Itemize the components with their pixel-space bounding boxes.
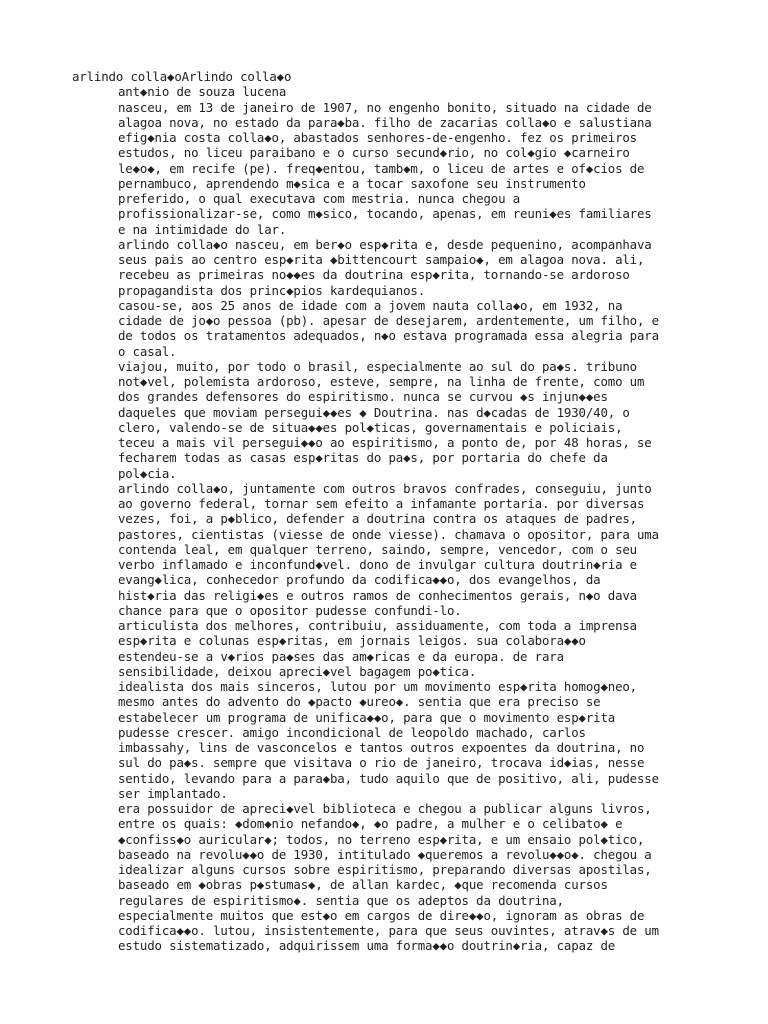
text-line: regulares de espiritismo◆. sentia que os adeptos da doutrina, bbox=[118, 892, 564, 908]
text-line: cidade de jo◆o pessoa (pb). apesar de desejarem, ardentemente, um filho, e bbox=[118, 313, 659, 328]
text-line: preferido, o qual executava com mestria. nunca chegou a bbox=[118, 191, 521, 206]
text-line: propagandista dos princ◆pios kardequianos. bbox=[118, 282, 426, 298]
text-line: vezes, foi, a p◆blico, defender a doutrina contra os ataques de padres, bbox=[118, 511, 637, 527]
text-line: alagoa nova, no estado da para◆ba. filho de zacarias colla◆o e salustiana bbox=[118, 114, 652, 130]
text-line: pudesse crescer. amigo incondicional de leopoldo machado, carlos bbox=[118, 724, 586, 740]
text-line: esp◆rita e colunas esp◆ritas, em jornais leigos. sua colabora◆◆o bbox=[118, 633, 586, 649]
text-line: clero, valendo-se de situa◆◆es pol◆ticas, governamentais e policiais, bbox=[118, 419, 623, 435]
document-author: ant◆nio de souza lucena bbox=[118, 84, 287, 100]
text-line: baseado na revolu◆◆o de 1930, intitulado ◆queremos a revolu◆◆o◆. chegou a bbox=[118, 846, 652, 862]
text-line: idealista dos mais sinceros, lutou por um movimento esp◆rita homog◆neo, bbox=[118, 679, 637, 694]
text-line: estudos, no liceu paraibano e o curso secund◆rio, no col◆gio ◆carneiro bbox=[118, 145, 630, 161]
text-line: profissionalizar-se, como m◆sico, tocando, apenas, em reuni◆es familiares bbox=[118, 206, 652, 222]
text-line: chance para que o opositor pudesse confundi-lo. bbox=[118, 602, 462, 618]
text-line: era possuidor de apreci◆vel biblioteca e chegou a publicar alguns livros, bbox=[118, 801, 652, 816]
text-line: mesmo antes do advento do ◆pacto ◆ureo◆. sentia que era preciso se bbox=[118, 694, 601, 710]
text-line: casou-se, aos 25 anos de idade com a jovem nauta colla◆o, em 1932, na bbox=[118, 297, 623, 313]
text-line: estabelecer um programa de unifica◆◆o, para que o movimento esp◆rita bbox=[118, 709, 616, 725]
text-line: nasceu, em 13 de janeiro de 1907, no engenho bonito, situado na cidade de bbox=[118, 99, 652, 115]
text-line: recebeu as primeiras no◆◆es da doutrina esp◆rita, tornando-se ardoroso bbox=[118, 267, 630, 283]
text-line: codifica◆◆o. lutou, insistentemente, para que seus ouvintes, atrav◆s de um bbox=[118, 923, 659, 938]
text-line: dos grandes defensores do espiritismo. nunca se curvou ◆s injun◆◆es bbox=[118, 389, 608, 405]
document-body bbox=[72, 69, 752, 954]
text-line: viajou, muito, por todo o brasil, especialmente ao sul do pa◆s. tribuno bbox=[118, 358, 637, 374]
text-line: o casal. bbox=[118, 343, 177, 359]
text-line: pernambuco, aprendendo m◆sica e a tocar saxofone seu instrumento bbox=[118, 175, 586, 191]
text-line: evang◆lica, conhecedor profundo da codifica◆◆o, dos evangelhos, da bbox=[118, 572, 601, 588]
text-line: especialmente muitos que est◆o em cargos de dire◆◆o, ignoram as obras de bbox=[118, 907, 645, 923]
text-line: hist◆ria das religi◆es e outros ramos de conhecimentos gerais, n◆o dava bbox=[118, 587, 637, 603]
text-line: arlindo colla◆o, juntamente com outros bravos confrades, conseguiu, junto bbox=[118, 480, 652, 496]
text-line: idealizar alguns cursos sobre espiritismo, preparando diversas apostilas, bbox=[118, 862, 652, 877]
text-line: baseado em ◆obras p◆stumas◆, de allan kardec, ◆que recomenda cursos bbox=[118, 877, 608, 893]
text-line: entre os quais: ◆dom◆nio nefando◆, ◆o padre, a mulher e o celibato◆ e bbox=[118, 816, 623, 832]
text-line: sul do pa◆s. sempre que visitava o rio de janeiro, trocava id◆ias, nesse bbox=[118, 755, 645, 771]
text-line: fecharem todas as casas esp◆ritas do pa◆s, por portaria do chefe da bbox=[118, 450, 608, 466]
text-line: de todos os tratamentos adequados, n◆o estava programada essa alegria para bbox=[118, 328, 659, 344]
text-line: teceu a mais vil persegui◆◆o ao espiritismo, a ponto de, por 48 horas, se bbox=[118, 435, 652, 450]
text-line: ser implantado. bbox=[118, 785, 228, 801]
text-line: estudo sistematizado, adquirissem uma forma◆◆o doutrin◆ria, capaz de bbox=[118, 938, 616, 954]
text-line: le◆o◆, em recife (pe). freq◆entou, tamb◆m, o liceu de artes e of◆cios de bbox=[118, 160, 645, 176]
text-line: arlindo colla◆o nasceu, em ber◆o esp◆rita e, desde pequenino, acompanhava bbox=[118, 236, 652, 252]
text-line: daqueles que moviam persegui◆◆es ◆ Doutrina. nas d◆cadas de 1930/40, o bbox=[118, 404, 630, 420]
text-line: imbassahy, lins de vasconcelos e tantos outros expoentes da doutrina, no bbox=[118, 740, 645, 755]
text-line: estendeu-se a v◆rios pa◆ses das am◆ricas e da europa. de rara bbox=[118, 648, 564, 664]
text-line: ◆confiss◆o auricular◆; todos, no terreno esp◆rita, e um ensaio pol◆tico, bbox=[118, 831, 645, 847]
text-line: verbo inflamado e inconfund◆vel. dono de invulgar cultura doutrin◆ria e bbox=[118, 557, 637, 572]
text-line: pastores, cientistas (viesse de onde viesse). chamava o opositor, para uma bbox=[118, 526, 659, 542]
text-line: sensibilidade, deixou apreci◆vel bagagem po◆tica. bbox=[118, 663, 477, 679]
text-line: not◆vel, polemista ardoroso, esteve, sempre, na linha de frente, como um bbox=[118, 374, 645, 389]
document-title: arlindo colla◆oArlindo colla◆o bbox=[72, 69, 292, 84]
text-line: e na intimidade do lar. bbox=[118, 221, 287, 237]
text-line: pol◆cia. bbox=[118, 465, 177, 481]
text-line: ao governo federal, tornar sem efeito a infamante portaria. por diversas bbox=[118, 496, 645, 511]
text-line: contenda leal, em qualquer terreno, saindo, sempre, vencedor, com o seu bbox=[118, 541, 637, 557]
text-line: efig◆nia costa colla◆o, abastados senhores-de-engenho. fez os primeiros bbox=[118, 130, 637, 145]
text-line: seus pais ao centro esp◆rita ◆bittencourt sampaio◆, em alagoa nova. ali, bbox=[118, 252, 645, 267]
text-line: articulista dos melhores, contribuiu, assiduamente, com toda a imprensa bbox=[118, 618, 637, 633]
text-line: sentido, levando para a para◆ba, tudo aquilo que de positivo, ali, pudesse bbox=[118, 770, 659, 786]
body-text bbox=[72, 100, 752, 954]
